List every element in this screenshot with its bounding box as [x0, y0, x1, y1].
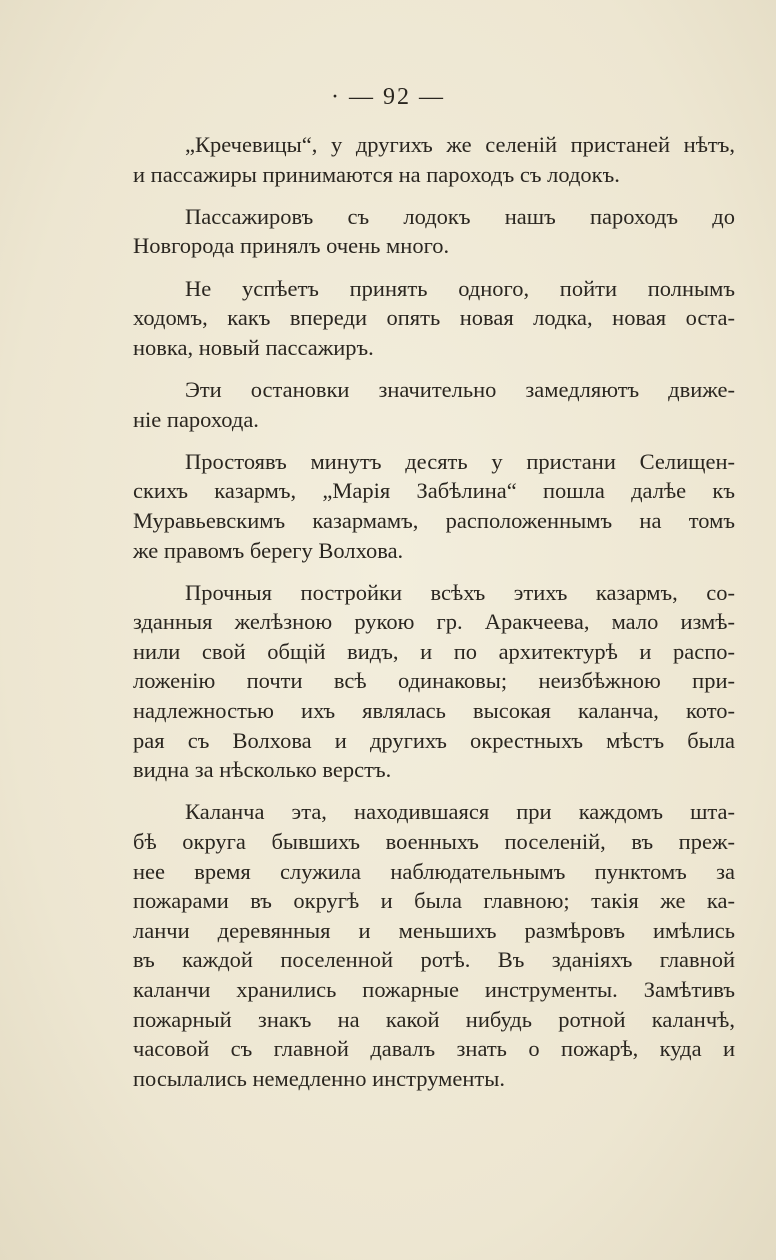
text-line: „Кречевицы“, у другихъ же селеній пристаней нѣтъ, [185, 132, 735, 157]
text-line: зданныя желѣзною рукою гр. Аракчеева, мало измѣ- [133, 609, 735, 635]
text-line: въ каждой поселенной ротѣ. Въ зданіяхъ главной [133, 947, 735, 973]
text-line: Пассажировъ съ лодокъ нашъ пароходъ до [185, 203, 735, 229]
text-line: бѣ округа бывшихъ военныхъ поселеній, въ преж- [133, 829, 735, 855]
text-line: ланчи деревянныя и меньшихъ размѣровъ имѣлись [133, 917, 735, 943]
text-line: Прочныя постройки всѣхъ этихъ казармъ, со- [185, 579, 735, 605]
text-line: скихъ казармъ, „Марія Забѣлина“ пошла далѣе къ [133, 478, 735, 504]
paragraph [133, 447, 735, 565]
body-text [133, 130, 735, 1106]
text-line: видна за нѣсколько верстъ. [133, 757, 392, 783]
text-line: же правомъ берегу Волхова. [133, 537, 404, 563]
text-line: пожарный знакъ на какой нибудь ротной каланчѣ, [133, 1006, 735, 1032]
text-line: каланчи хранились пожарные инструменты. Замѣтивъ [133, 977, 735, 1002]
text-line: ложенію почти всѣ одинаковы; неизбѣжною при- [133, 668, 735, 694]
text-line: Каланча эта, находившаяся при каждомъ шта- [185, 799, 735, 825]
paragraph [133, 375, 735, 434]
text-line: ходомъ, какъ впереди опять новая лодка, новая оста- [133, 305, 735, 331]
paragraph [133, 130, 735, 189]
text-line: Муравьевскимъ казармамъ, расположеннымъ на томъ [133, 507, 735, 533]
text-line: нили свой общій видъ, и по архитектурѣ и распо- [133, 638, 735, 664]
paragraph [133, 202, 735, 261]
text-line: пожарами въ округѣ и была главною; такія же ка- [133, 888, 735, 914]
text-line: Эти остановки значительно замедляютъ движе- [185, 376, 735, 402]
text-line: Новгорода принялъ очень много. [133, 233, 450, 259]
text-line: нее время служила наблюдательнымъ пунктомъ за [133, 858, 735, 884]
paragraph [133, 274, 735, 363]
text-line: посылались немедленно инструменты. [133, 1065, 506, 1091]
paragraph [133, 578, 735, 785]
text-line: Простоявъ минутъ десять у пристани Селищен- [185, 448, 735, 474]
paragraph [133, 797, 735, 1093]
text-line: часовой съ главной давалъ знать о пожарѣ, куда и [133, 1036, 735, 1062]
text-line: и пассажиры принимаются на пароходъ съ лодокъ. [133, 161, 620, 187]
text-line: Не успѣетъ принять одного, пойти полнымъ [185, 275, 735, 301]
text-line: надлежностью ихъ являлась высокая каланча, кото- [133, 698, 735, 724]
text-line: рая съ Волхова и другихъ окрестныхъ мѣстъ была [133, 727, 735, 753]
text-line: ніе парохода. [133, 406, 259, 432]
text-line: новка, новый пассажиръ. [133, 334, 374, 360]
page-number: · — 92 — [331, 84, 445, 110]
